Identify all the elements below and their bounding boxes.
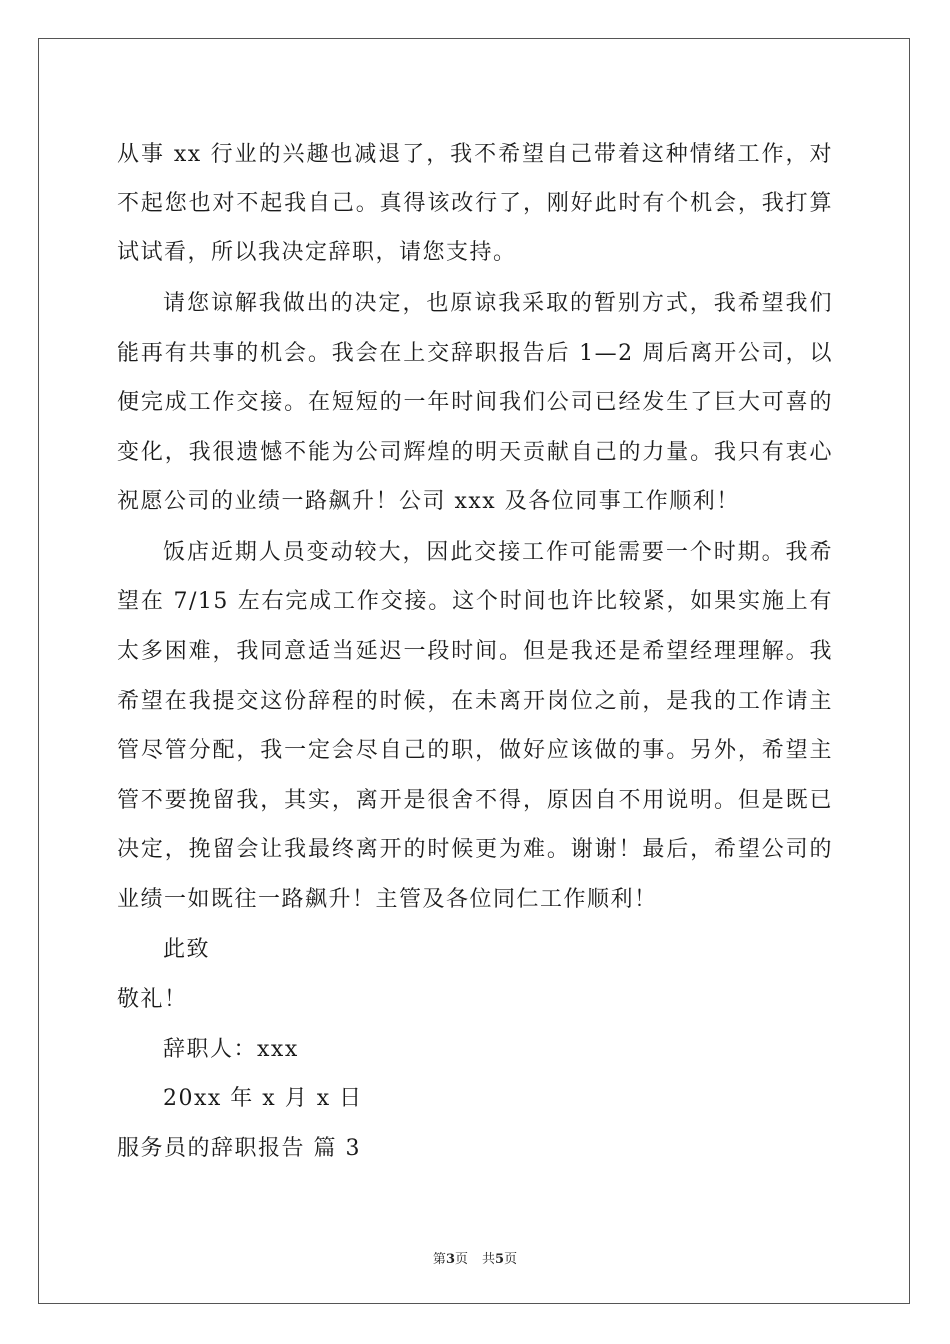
signature: 辞职人：xxx <box>163 1037 299 1062</box>
body-line: 变化，我很遗憾不能为公司辉煌的明天贡献自己的力量。我只有衷心 <box>117 440 833 465</box>
paragraph-first-line: 请您谅解我做出的决定，也原谅我采取的暂别方式，我希望我们 <box>163 291 833 316</box>
body-line: 不起您也对不起我自己。真得该改行了，刚好此时有个机会，我打算 <box>117 191 833 216</box>
page-suffix: 页 <box>454 1252 468 1267</box>
body-line: 决定，挽留会让我最终离开的时候更为难。谢谢！最后，希望公司的 <box>117 837 833 862</box>
salutation: 此致 <box>163 937 211 962</box>
body-line: 太多困难，我同意适当延迟一段时间。但是我还是希望经理理解。我 <box>117 639 833 664</box>
page-number: 3 <box>445 1252 455 1267</box>
body-line: 望在 7/15 左右完成工作交接。这个时间也许比较紧，如果实施上有 <box>117 589 833 614</box>
body-line: 祝愿公司的业绩一路飙升！公司 xxx 及各位同事工作顺利！ <box>117 489 740 514</box>
page-footer <box>0 1248 950 1267</box>
body-line: 希望在我提交这份辞程的时候，在未离开岗位之前，是我的工作请主 <box>117 689 833 714</box>
total-pages: 5 <box>495 1252 505 1267</box>
page-border <box>38 38 910 1304</box>
closing: 敬礼！ <box>117 987 188 1012</box>
date: 20xx 年 x 月 x 日 <box>163 1086 363 1111</box>
body-line: 能再有共事的机会。我会在上交辞职报告后 1—2 周后离开公司，以 <box>117 341 833 366</box>
body-line: 便完成工作交接。在短短的一年时间我们公司已经发生了巨大可喜的 <box>117 390 833 415</box>
paragraph-first-line: 饭店近期人员变动较大，因此交接工作可能需要一个时期。我希 <box>163 540 833 565</box>
section-heading: 服务员的辞职报告 篇 3 <box>117 1136 361 1161</box>
body-line: 管尽管分配，我一定会尽自己的职，做好应该做的事。另外，希望主 <box>117 738 833 763</box>
body-line: 管不要挽留我，其实，离开是很舍不得，原因自不用说明。但是既已 <box>117 788 833 813</box>
body-line: 试试看，所以我决定辞职，请您支持。 <box>117 240 517 265</box>
body-line: 业绩一如既往一路飙升！主管及各位同仁工作顺利！ <box>117 887 658 912</box>
page-prefix: 第 <box>432 1252 446 1267</box>
total-suffix: 页 <box>504 1252 518 1267</box>
total-prefix: 共 <box>482 1252 496 1267</box>
body-line: 从事 xx 行业的兴趣也减退了，我不希望自己带着这种情绪工作，对 <box>117 142 833 167</box>
